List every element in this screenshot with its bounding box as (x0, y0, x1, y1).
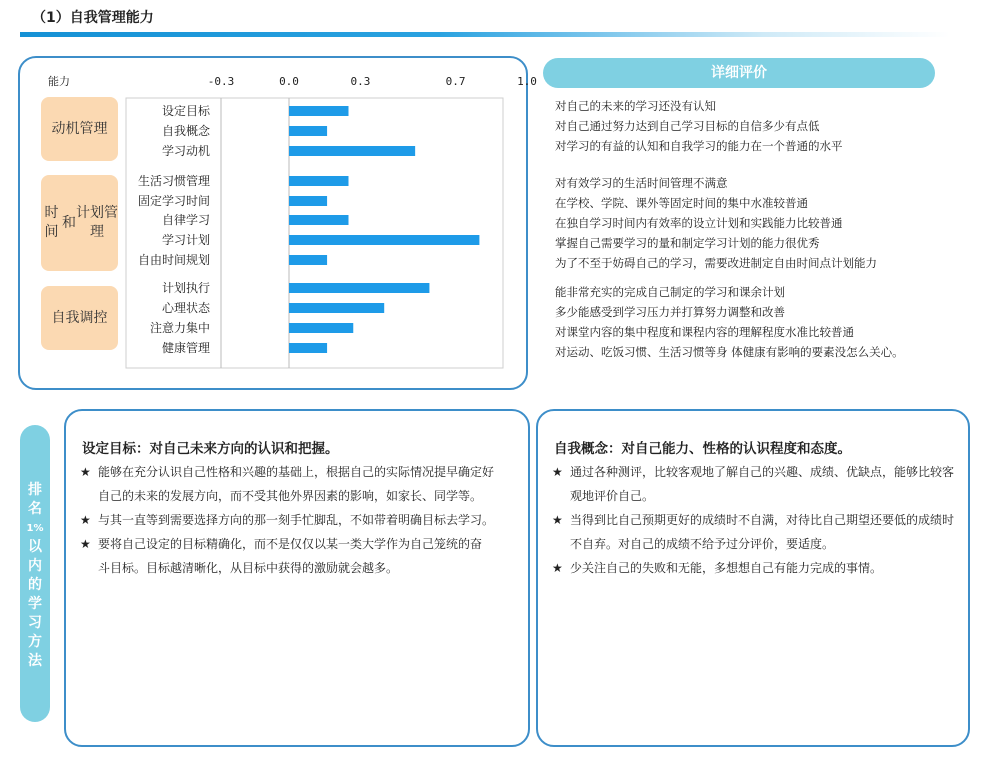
side-tab-char: 学 (28, 596, 42, 612)
bar-label: 心理状态 (161, 301, 210, 315)
bar-label: 生活习惯管理 (137, 174, 210, 188)
bar-label: 学习计划 (161, 233, 210, 247)
axis-label: 能力 (48, 75, 70, 88)
bar (289, 196, 327, 206)
side-tab-char: 名 (28, 501, 42, 517)
tick-label: 1.0 (517, 75, 537, 88)
card-bullet-line (80, 460, 494, 484)
card-bullet-line (80, 532, 482, 556)
card-bullet-line (552, 508, 954, 532)
bar-label: 注意力集中 (149, 321, 210, 335)
bar (289, 106, 349, 116)
side-tab-char: 排 (28, 482, 42, 498)
card-bullet-text: 能够在充分认识自己性格和兴趣的基础上，根据自己的实际情况提早确定好 (98, 465, 495, 479)
evaluation-line: 对运动、吃饭习惯、生活习惯等身 体健康有影响的要素没怎么关心。 (555, 345, 904, 359)
star-icon: ★ (552, 561, 563, 575)
bar (289, 126, 327, 136)
star-icon: ★ (80, 465, 91, 479)
bar (289, 255, 327, 265)
evaluation-line: 对学习的有益的认知和自我学习的能力在一个普通的水平 (555, 139, 843, 153)
group-label: 时间 和 计划管理 (41, 175, 118, 271)
bar (289, 146, 415, 156)
evaluation-line: 对自己的未来的学习还没有认知 (555, 99, 716, 113)
card-bullet-line (80, 556, 398, 580)
tick-label: 0.7 (445, 75, 466, 88)
star-icon: ★ (80, 513, 91, 527)
goal-setting-card (64, 409, 530, 747)
bar (289, 235, 479, 245)
star-icon: ★ (80, 537, 91, 551)
tick-label: -0.3 (207, 75, 235, 88)
evaluation-line: 在独自学习时间内有效率的设立计划和实践能力比较普通 (555, 216, 843, 230)
bar-label: 自我概念 (161, 124, 210, 138)
card-title: 设定目标：对自己未来方向的认识和把握。 (82, 441, 339, 457)
side-tab-char: 方 (28, 634, 42, 650)
group-label: 自我 调控 (41, 286, 118, 350)
card-bullet-text: 通过各种测评，比较客观地了解自己的兴趣、成绩、优缺点，能够比较客 (570, 465, 955, 479)
bar-label: 健康管理 (161, 341, 210, 355)
bar-label: 自律学习 (161, 213, 210, 227)
card-bullet-text: 不自弃。对自己的成绩不给予过分评价，要适度。 (570, 537, 835, 551)
evaluation-line: 对自己通过努力达到自己学习目标的自信多少有点低 (555, 119, 820, 133)
card-bullet-text: 与其一直等到需要选择方向的那一刻手忙脚乱，不如带着明确目标去学习。 (98, 513, 495, 527)
page-title: （1）自我管理能力 (32, 10, 154, 26)
bar-label: 设定目标 (161, 104, 210, 118)
bar-label: 计划执行 (161, 281, 210, 295)
evaluation-line: 对课堂内容的集中程度和课程内容的理解程度水准比较普通 (555, 325, 854, 339)
card-bullet-text: 自己的未来的发展方向，而不受其他外界因素的影响，如家长、同学等。 (98, 489, 483, 503)
card-bullet-text: 当得到比自己预期更好的成绩时不自满，对待比自己期望还要低的成绩时 (570, 513, 955, 527)
card-bullet-line (552, 532, 834, 556)
side-tab-char: 习 (28, 615, 42, 631)
side-tab-char: 以 (28, 539, 42, 555)
detail-evaluation-header: 详细评价 (543, 58, 935, 88)
tick-label: 0.0 (279, 75, 299, 88)
side-tab-char: 内 (28, 558, 42, 574)
evaluation-line: 多少能感受到学习压力并打算努力调整和改善 (555, 305, 785, 319)
card-bullet-text: 观地评价自己。 (570, 489, 655, 503)
bar (289, 323, 353, 333)
card-bullet-text: 斗目标。目标越清晰化，从目标中获得的激励就会越多。 (98, 561, 399, 575)
card-bullet-text: 要将自己设定的目标精确化，而不是仅仅以某一类大学作为自己笼统的奋 (98, 537, 483, 551)
evaluation-line: 掌握自己需要学习的量和制定学习计划的能力很优秀 (555, 236, 820, 250)
side-tab (20, 425, 50, 722)
side-tab-char: 法 (28, 653, 42, 669)
self-concept-card (536, 409, 970, 747)
evaluation-line: 为了不至于妨碍自己的学习，需要改进制定自由时间点计划能力 (555, 256, 877, 270)
bar-label: 固定学习时间 (137, 194, 210, 208)
card-title: 自我概念：对自己能力、性格的认识程度和态度。 (554, 441, 851, 457)
group-label: 动机 管理 (41, 97, 118, 161)
star-icon: ★ (552, 465, 563, 479)
star-icon: ★ (552, 513, 563, 527)
bar (289, 176, 349, 186)
bar-label: 自由时间规划 (137, 253, 210, 267)
tick-label: 0.3 (350, 75, 371, 88)
evaluation-line: 能非常充实的完成自己制定的学习和课余计划 (555, 285, 785, 299)
bar (289, 343, 327, 353)
side-tab-char: 的 (28, 577, 42, 593)
card-bullet-line (80, 508, 494, 532)
card-bullet-line (80, 484, 482, 508)
card-bullet-line (552, 556, 882, 580)
side-tab-char: 1% (26, 523, 44, 534)
evaluation-line: 在学校、学院、课外等固定时间的集中水准较普通 (555, 196, 808, 210)
bar (289, 283, 429, 293)
bar-label: 学习动机 (161, 144, 210, 158)
evaluation-line: 对有效学习的生活时间管理不满意 (555, 176, 728, 190)
bar (289, 215, 349, 225)
card-bullet-line (552, 484, 654, 508)
bar (289, 303, 384, 313)
card-bullet-text: 少关注自己的失败和无能，多想想自己有能力完成的事情。 (570, 561, 883, 575)
card-bullet-line (552, 460, 954, 484)
